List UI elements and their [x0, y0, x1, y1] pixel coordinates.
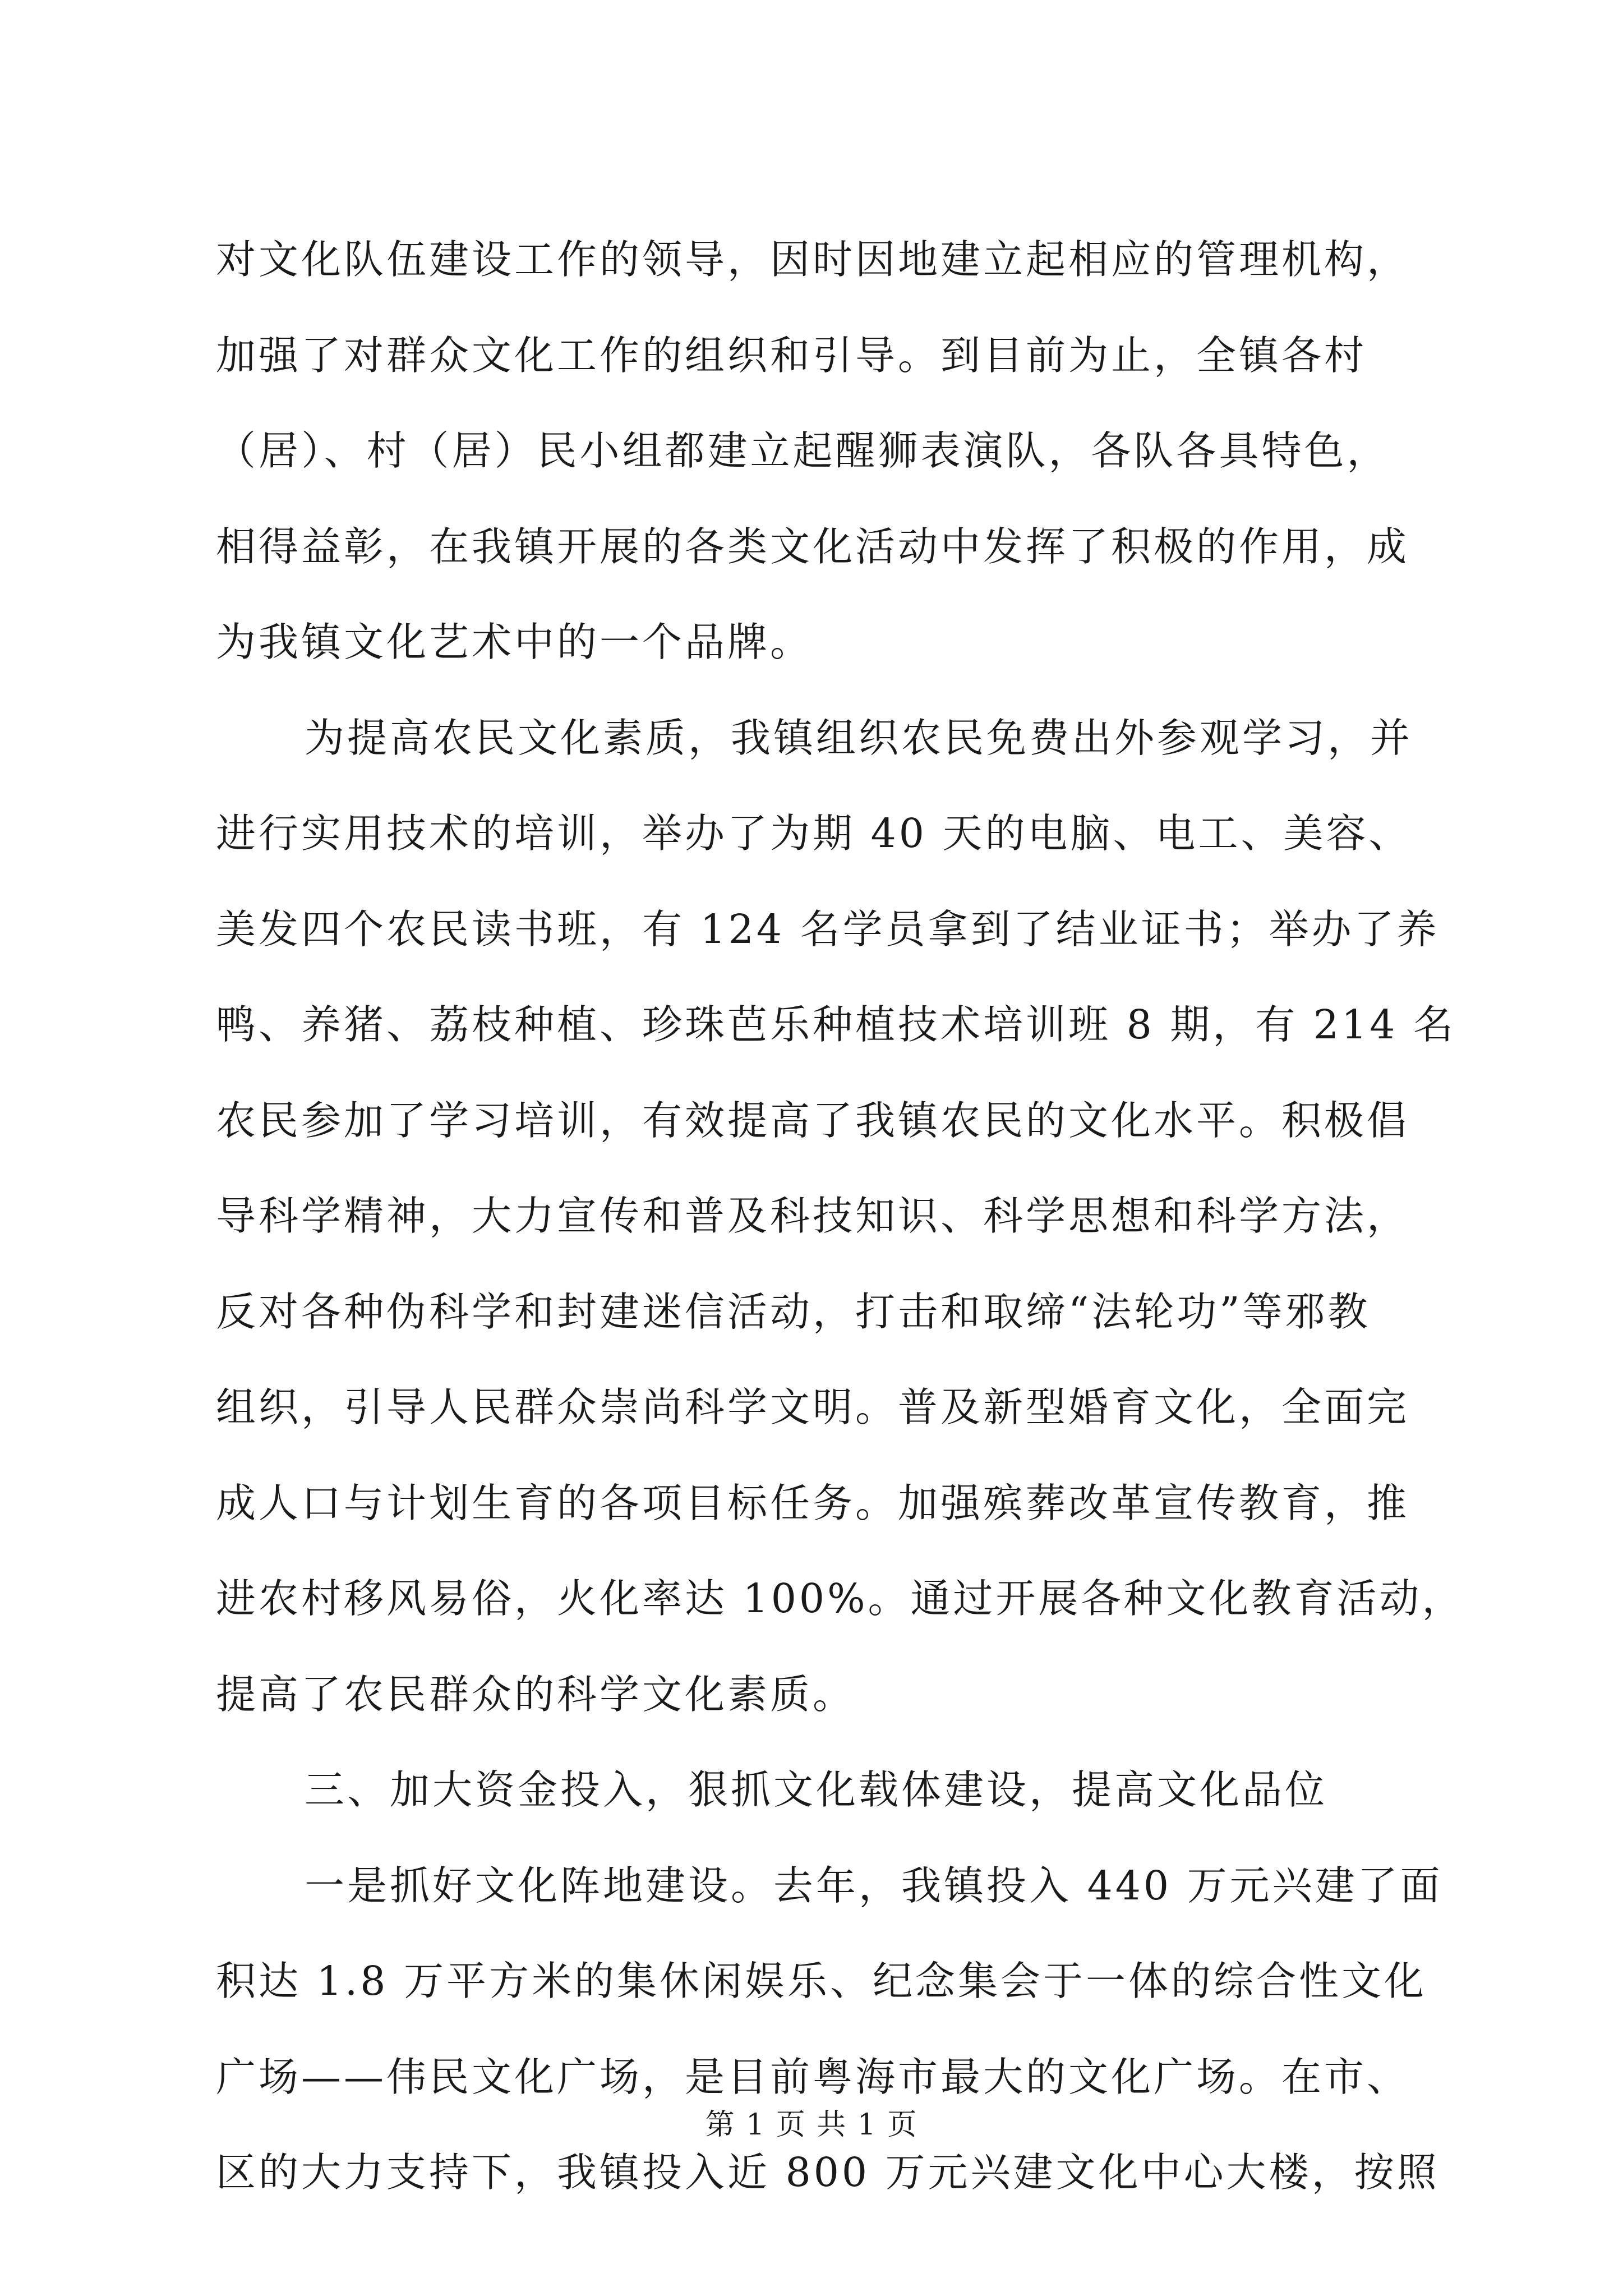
text-line: 广场——伟民文化广场，是目前粤海市最大的文化广场。在市、: [216, 2053, 1410, 2100]
text-line: 成人口与计划生育的各项目标任务。加强殡葬改革宣传教育，推: [216, 1479, 1410, 1526]
page-footer: 第 1 页 共 1 页: [705, 2108, 918, 2142]
section-heading: 三、加大资金投入，狠抓文化载体建设，提高文化品位: [305, 1766, 1328, 1813]
text-line: 提高了农民群众的科学文化素质。: [216, 1671, 856, 1718]
text-line: 农民参加了学习培训，有效提高了我镇农民的文化水平。积极倡: [216, 1097, 1410, 1144]
text-line: 区的大力支持下，我镇投入近 800 万元兴建文化中心大楼，按照: [216, 2149, 1440, 2196]
paragraph-first-line: 一是抓好文化阵地建设。去年，我镇投入 440 万元兴建了面: [305, 1862, 1443, 1909]
text-line: 相得益彰，在我镇开展的各类文化活动中发挥了积极的作用，成: [216, 523, 1410, 570]
paragraph-first-line: 为提高农民文化素质，我镇组织农民免费出外参观学习，并: [305, 714, 1413, 761]
text-line: 对文化队伍建设工作的领导，因时因地建立起相应的管理机构，: [216, 236, 1410, 283]
text-line: （居）、村（居）民小组都建立起醒狮表演队，各队各具特色，: [216, 427, 1390, 474]
text-line: 反对各种伪科学和封建迷信活动，打击和取缔“法轮功”等邪教: [216, 1288, 1371, 1335]
text-line: 进行实用技术的培训，举办了为期 40 天的电脑、电工、美容、: [216, 810, 1412, 857]
document-body: [216, 212, 1465, 2221]
text-line: 美发四个农民读书班，有 124 名学员拿到了结业证书；举办了养: [216, 905, 1440, 953]
text-line: 组织，引导人民群众崇尚科学文明。普及新型婚育文化，全面完: [216, 1384, 1410, 1430]
text-line: 为我镇文化艺术中的一个品牌。: [216, 619, 813, 665]
text-line: 导科学精神，大力宣传和普及科技知识、科学思想和科学方法，: [216, 1193, 1410, 1239]
text-line: 鸭、养猪、荔枝种植、珍珠芭乐种植技术培训班 8 期，有 214 名: [216, 1001, 1456, 1048]
text-line: 加强了对群众文化工作的组织和引导。到目前为止，全镇各村: [216, 332, 1367, 379]
text-line: 积达 1.8 万平方米的集休闲娱乐、纪念集会于一体的综合性文化: [216, 1958, 1427, 2004]
text-line: 进农村移风易俗，火化率达 100%。通过开展各种文化教育活动，: [216, 1575, 1465, 1622]
